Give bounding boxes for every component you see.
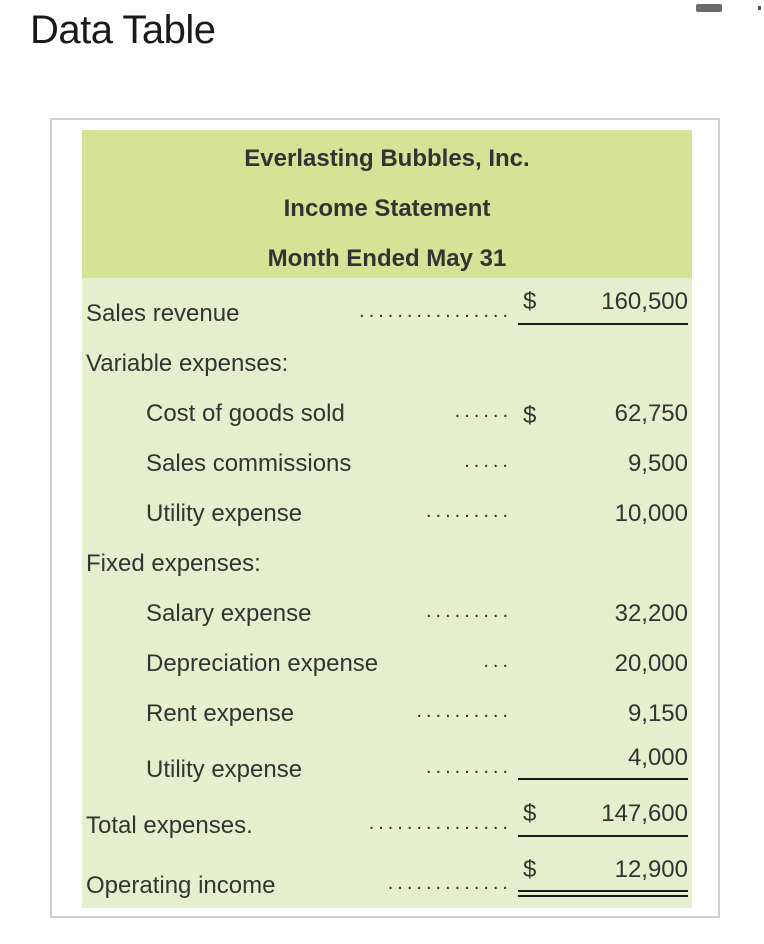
section-label: Fixed expenses:: [86, 550, 261, 577]
row-label: Utility expense: [146, 756, 303, 783]
leader-dots: ................: [359, 300, 512, 322]
page-title: Data Table: [30, 8, 216, 52]
leader-dots: .........: [425, 600, 512, 622]
row-label: Rent expense: [146, 700, 295, 727]
income-statement: [82, 130, 692, 908]
row-label: Depreciation expense: [146, 650, 379, 677]
company-name: Everlasting Bubbles, Inc.: [244, 145, 530, 172]
row-label: Cost of goods sold: [146, 400, 345, 427]
double-underline-top: [518, 890, 688, 892]
row-fixed-expenses: [82, 550, 692, 580]
underline: [518, 323, 688, 325]
amount-sales-revenue: 160,500: [601, 288, 688, 315]
row-label: Sales commissions: [146, 450, 352, 477]
report-period: Month Ended May 31: [267, 245, 507, 272]
row-label: Utility expense: [146, 500, 303, 527]
corner-mark: [758, 6, 761, 10]
leader-dots: .............: [387, 872, 512, 894]
underline: [518, 835, 688, 837]
underline: [518, 778, 688, 780]
leader-dots: ...............: [368, 812, 512, 834]
row-variable-expenses: [82, 350, 692, 380]
leader-dots: .....: [464, 450, 512, 472]
amount-total-expenses: 147,600: [601, 800, 688, 827]
amount-salary-expense: 32,200: [614, 600, 688, 627]
row-label: Salary expense: [146, 600, 312, 627]
amount-cost-of-goods-sold: 62,750: [614, 400, 688, 427]
leader-dots: .........: [425, 500, 512, 522]
amount-rent-expense: 9,150: [627, 700, 688, 727]
amount-depreciation-expense: 20,000: [614, 650, 688, 677]
leader-dots: ......: [454, 400, 512, 422]
leader-dots: .........: [425, 756, 512, 778]
leader-dots: ..........: [416, 700, 512, 722]
leader-dots: ...: [483, 650, 512, 672]
amount-utility-expense-fixed: 4,000: [627, 744, 688, 771]
row-label: Total expenses.: [86, 812, 253, 839]
dollar-sign: $: [523, 288, 537, 315]
statement-header: [82, 130, 692, 278]
dollar-sign: $: [523, 856, 537, 883]
section-label: Variable expenses:: [86, 350, 289, 377]
amount-sales-commissions: 9,500: [627, 450, 688, 477]
dollar-sign: $: [523, 800, 537, 827]
dollar-sign: $: [523, 402, 537, 429]
double-underline-bottom: [518, 895, 688, 897]
report-title: Income Statement: [283, 195, 491, 222]
amount-operating-income: 12,900: [614, 856, 688, 883]
amount-utility-expense-variable: 10,000: [614, 500, 688, 527]
window-handle[interactable]: [696, 4, 722, 12]
row-label: Operating income: [86, 872, 276, 899]
row-label: Sales revenue: [86, 300, 240, 327]
